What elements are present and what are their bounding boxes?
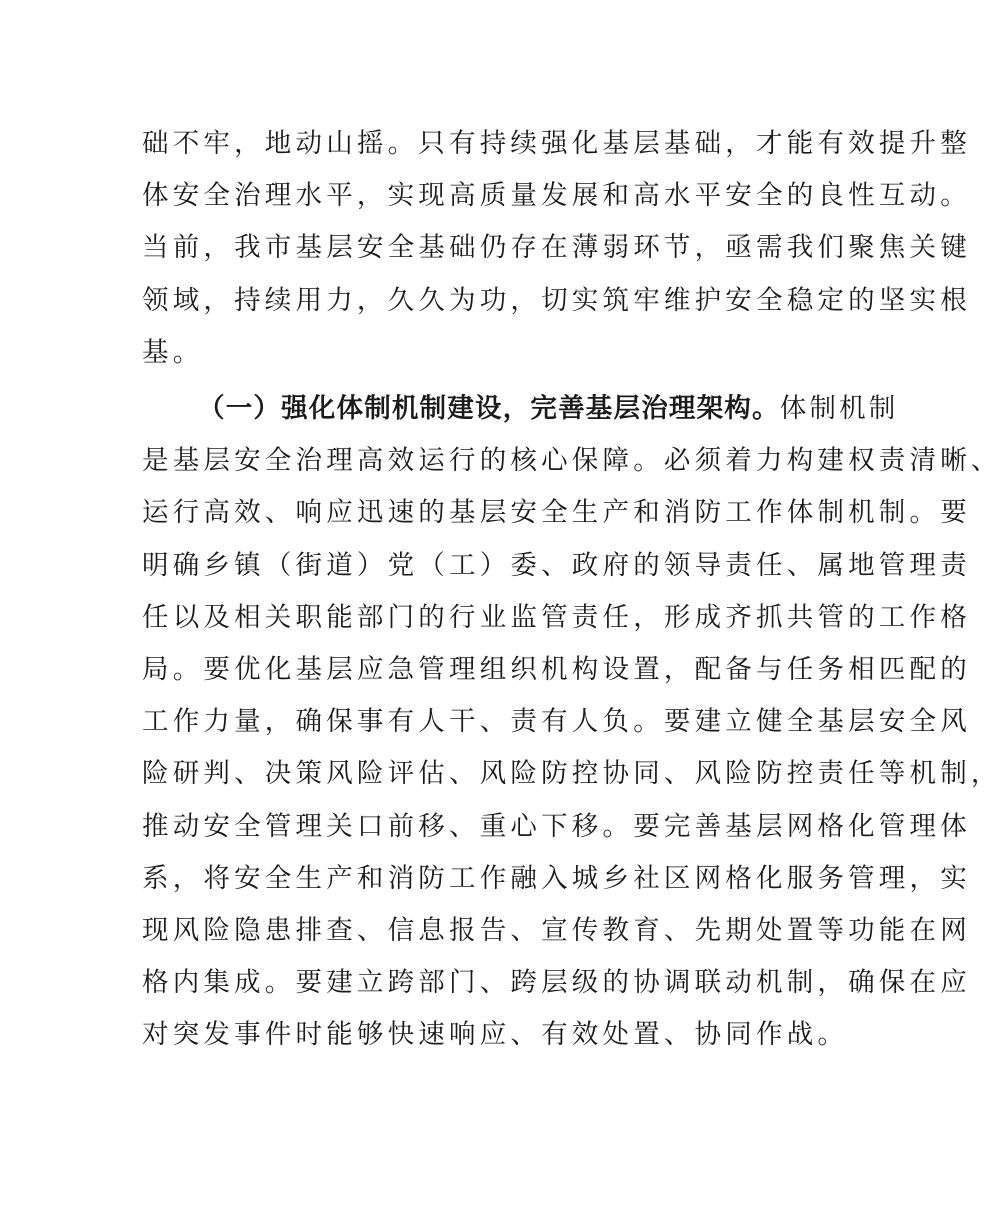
section-one-paragraph <box>142 383 1002 1061</box>
paragraph-line: 对突发事件时能够快速响应、有效处置、协同作战。 <box>142 1019 849 1051</box>
paragraph-line: 础不牢，地动山摇。只有持续强化基层基础，才能有效提升整 <box>142 128 971 159</box>
section-heading-line <box>142 383 899 435</box>
paragraph-line: 工作力量，确保事有人干、责有人负。要建立健全基层安全风 <box>142 706 971 738</box>
paragraph-line: 运行高效、响应迅速的基层安全生产和消防工作体制机制。要 <box>142 497 971 529</box>
paragraph-line: 现风险隐患排查、信息报告、宣传教育、先期处置等功能在网 <box>142 914 971 946</box>
paragraph-line: 推动安全管理关口前移、重心下移。要完善基层网格化管理体 <box>142 810 971 842</box>
intro-paragraph <box>142 118 971 379</box>
paragraph-line: 局。要优化基层应急管理组织机构设置，配备与任务相匹配的 <box>142 653 971 685</box>
paragraph-line: 任以及相关职能部门的行业监管责任，形成齐抓共管的工作格 <box>142 601 971 633</box>
paragraph-line: 基。 <box>142 336 204 368</box>
paragraph-line: 险研判、决策风险评估、风险防控协同、风险防控责任等机制， <box>142 758 1002 790</box>
paragraph-line: 领域，持续用力，久久为功，切实筑牢维护安全稳定的坚实根 <box>142 284 971 316</box>
heading-line-continuation: 体制机制 <box>779 393 899 424</box>
paragraph-line: 系，将安全生产和消防工作融入城乡社区网格化服务管理，实 <box>142 862 971 894</box>
paragraph-line: 明确乡镇（街道）党（工）委、政府的领导责任、属地管理责 <box>142 549 971 581</box>
paragraph-line: 当前，我市基层安全基础仍存在薄弱环节，亟需我们聚焦关键 <box>142 232 971 264</box>
paragraph-line: 体安全治理水平，实现高质量发展和高水平安全的良性互动。 <box>142 180 971 212</box>
section-heading: （一）强化体制机制建设，完善基层治理架构。 <box>198 393 780 424</box>
paragraph-line: 格内集成。要建立跨部门、跨层级的协调联动机制，确保在应 <box>142 967 971 999</box>
paragraph-line: 是基层安全治理高效运行的核心保障。必须着力构建权责清晰、 <box>142 445 1002 477</box>
